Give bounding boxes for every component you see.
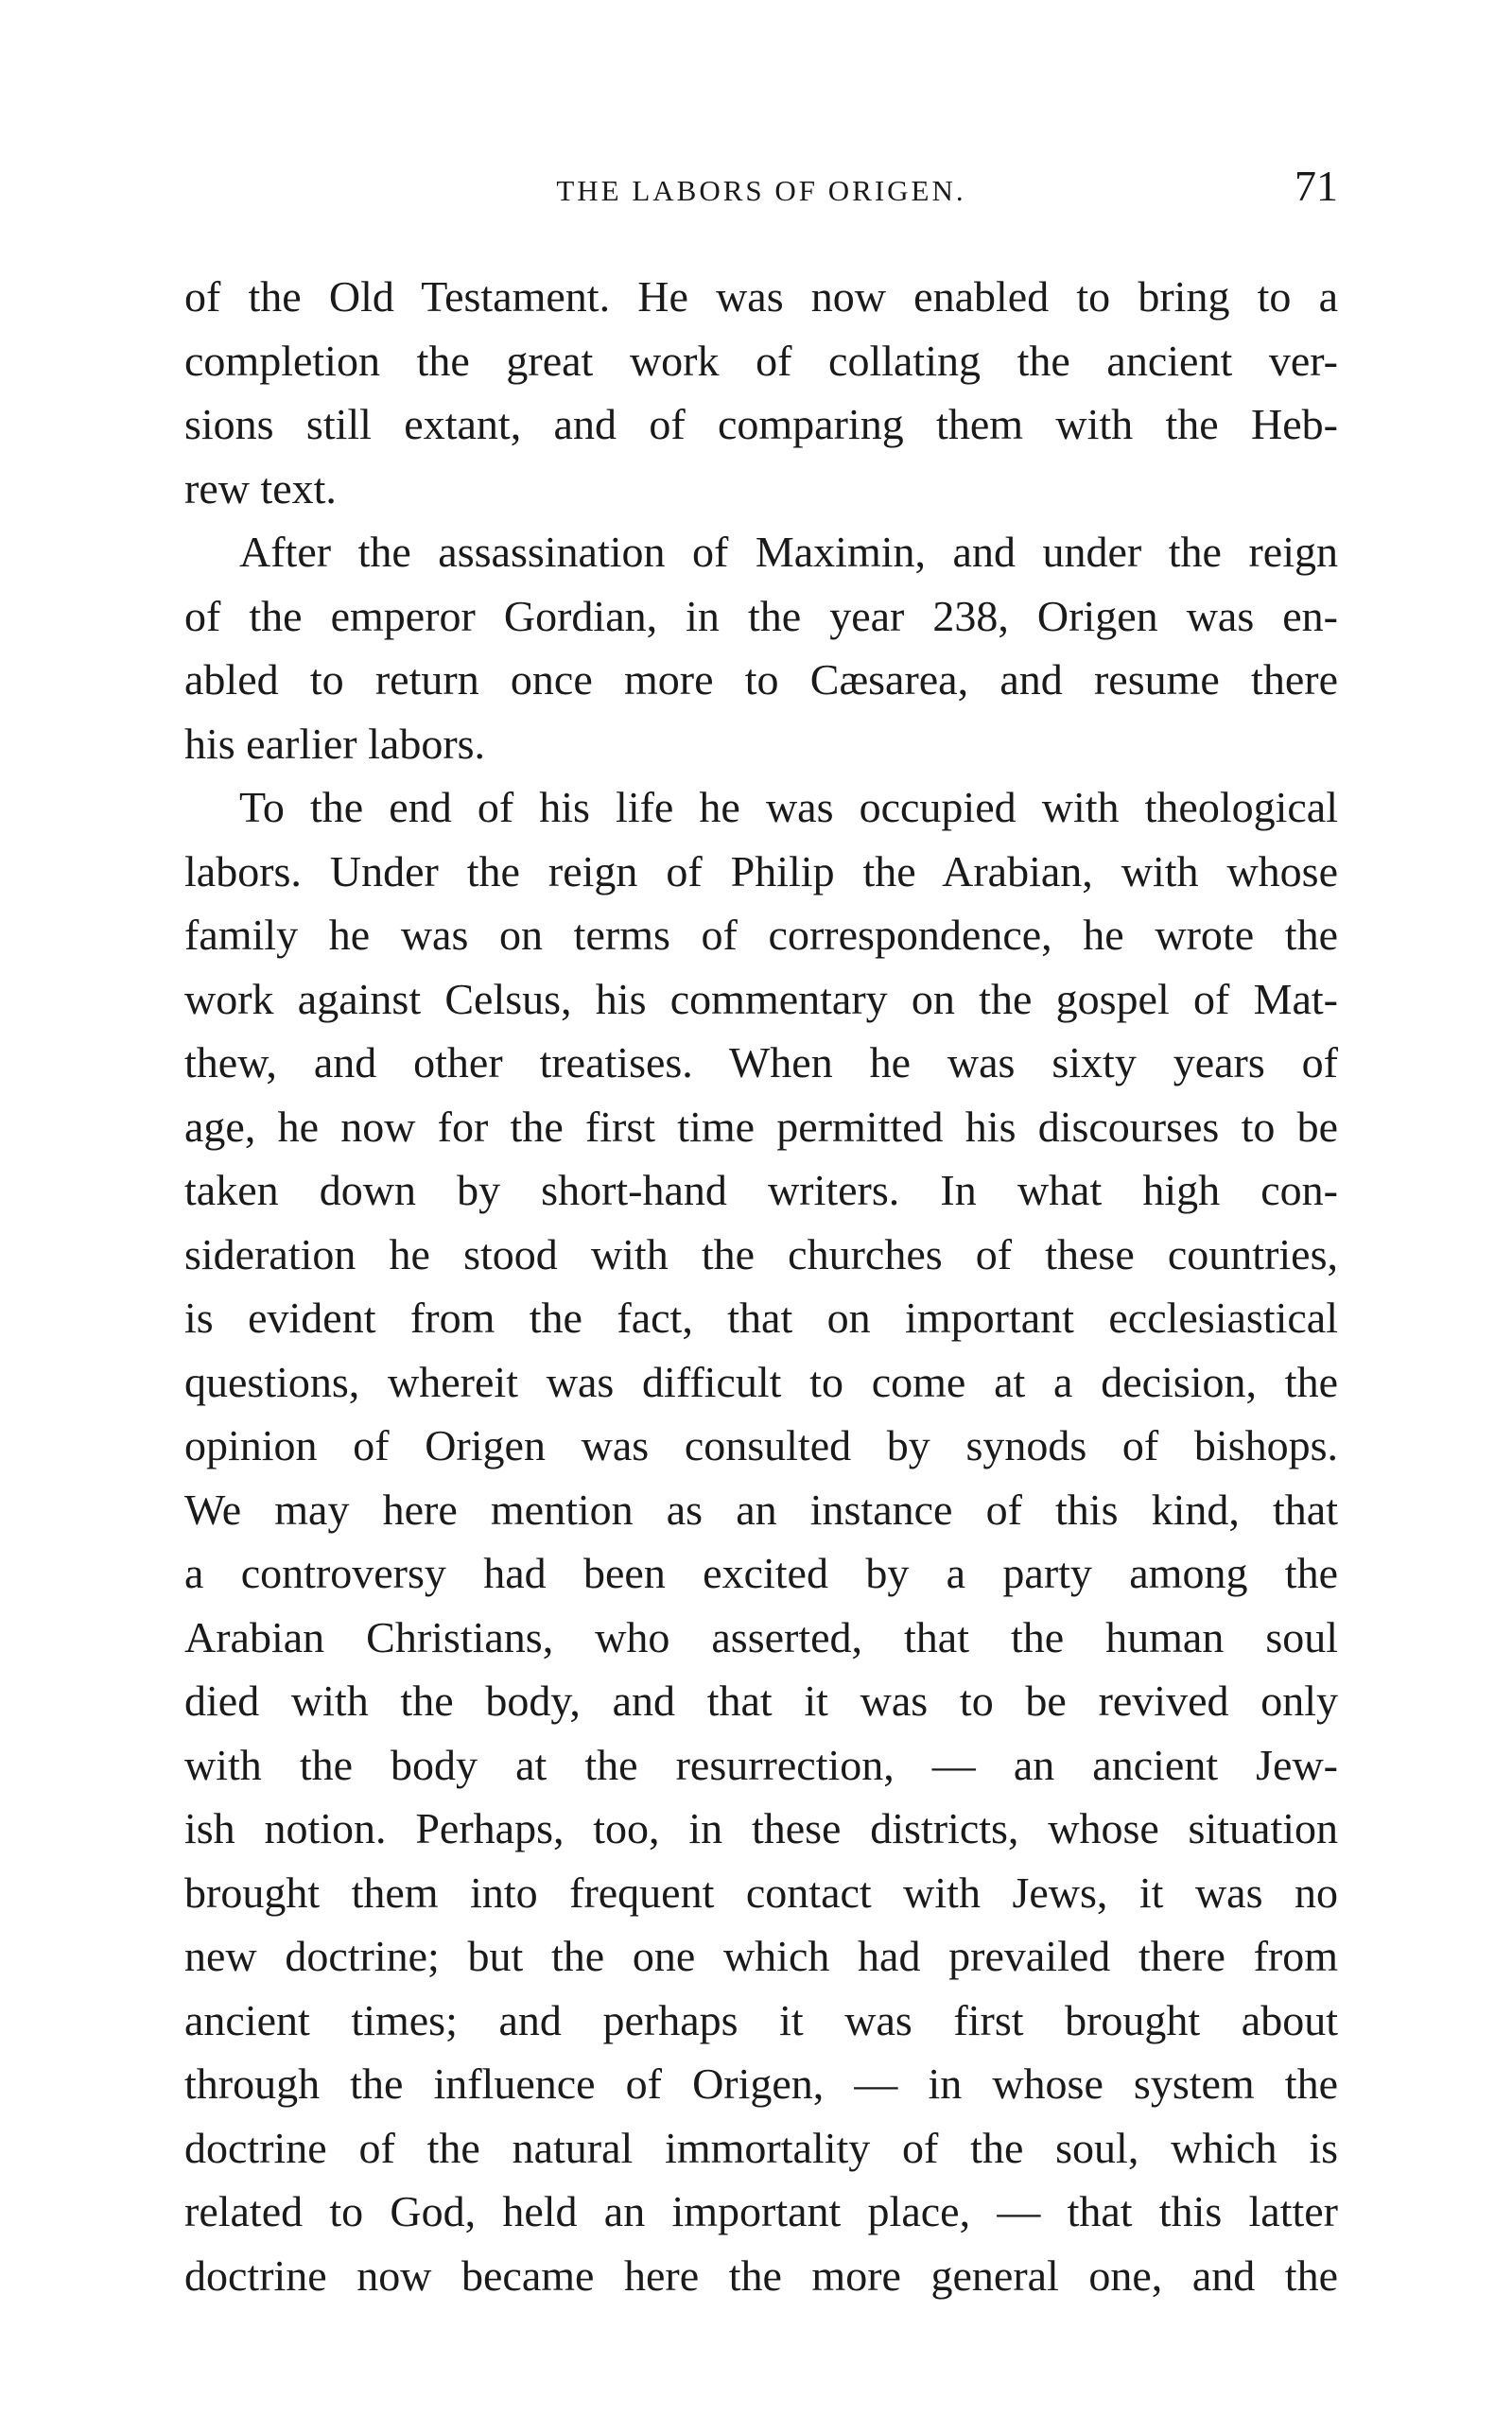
body-text: [184, 265, 1338, 2307]
text-line: of the emperor Gordian, in the year 238, Origen was en-: [184, 591, 1338, 640]
text-line: sideration he stood with the churches of these countries,: [184, 1229, 1338, 1278]
text-line: a controversy had been excited by a party among the: [184, 1549, 1338, 1597]
text-line: thew, and other treatises. When he was sixty years of: [184, 1038, 1338, 1086]
text-line: doctrine of the natural immortality of the soul, which is: [184, 2123, 1338, 2172]
paragraph-1: [184, 265, 1338, 520]
text-line: new doctrine; but the one which had prevailed there from: [184, 1932, 1338, 1980]
text-line: We may here mention as an instance of this kind, that: [184, 1485, 1338, 1534]
text-line: his earlier labors.: [184, 719, 486, 768]
text-line: questions, whereit was difficult to come at a decision, the: [184, 1357, 1338, 1406]
text-line: rew text.: [184, 463, 337, 513]
text-line: completion the great work of collating the ancient ver-: [184, 336, 1338, 385]
text-line: To the end of his life he was occupied with theological: [239, 783, 1338, 831]
text-line: Arabian Christians, who asserted, that the human soul: [184, 1612, 1338, 1661]
text-line: is evident from the fact, that on important ecclesiastical: [184, 1294, 1338, 1342]
paragraph-2: [184, 520, 1338, 775]
text-line: age, he now for the first time permitted his discourses to be: [184, 1102, 1338, 1151]
page-number: 71: [1295, 162, 1338, 210]
text-line: sions still extant, and of comparing them with the Heb-: [184, 400, 1338, 448]
text-line: through the influence of Origen, — in whose system the: [184, 2060, 1338, 2108]
text-line: labors. Under the reign of Philip the Arabian, with whose: [184, 846, 1338, 895]
text-line: After the assassination of Maximin, and under the reign: [239, 528, 1338, 576]
running-head: [184, 161, 1338, 217]
text-line: doctrine now became here the more general one, and the: [184, 2251, 1338, 2300]
text-line: opinion of Origen was consulted by synods of bishops.: [184, 1421, 1338, 1469]
running-title: THE LABORS OF ORIGEN.: [556, 174, 966, 207]
text-line: related to God, held an important place, — that this latter: [184, 2187, 1338, 2235]
paragraph-3: [184, 775, 1338, 2307]
text-line: work against Celsus, his commentary on the gospel of Mat-: [184, 974, 1338, 1023]
text-line: ancient times; and perhaps it was first brought about: [184, 1995, 1338, 2044]
text-line: ish notion. Perhaps, too, in these districts, whose situation: [184, 1804, 1338, 1852]
text-line: of the Old Testament. He was now enabled to bring to a: [184, 272, 1338, 321]
text-line: family he was on terms of correspondence, he wrote the: [184, 911, 1338, 959]
text-line: taken down by short-hand writers. In what high con-: [184, 1166, 1338, 1214]
text-line: abled to return once more to Cæsarea, and resume there: [184, 655, 1338, 704]
text-line: brought them into frequent contact with Jews, it was no: [184, 1868, 1338, 1917]
text-line: died with the body, and that it was to be revived only: [184, 1677, 1338, 1725]
text-line: with the body at the resurrection, — an ancient Jew-: [184, 1740, 1338, 1789]
